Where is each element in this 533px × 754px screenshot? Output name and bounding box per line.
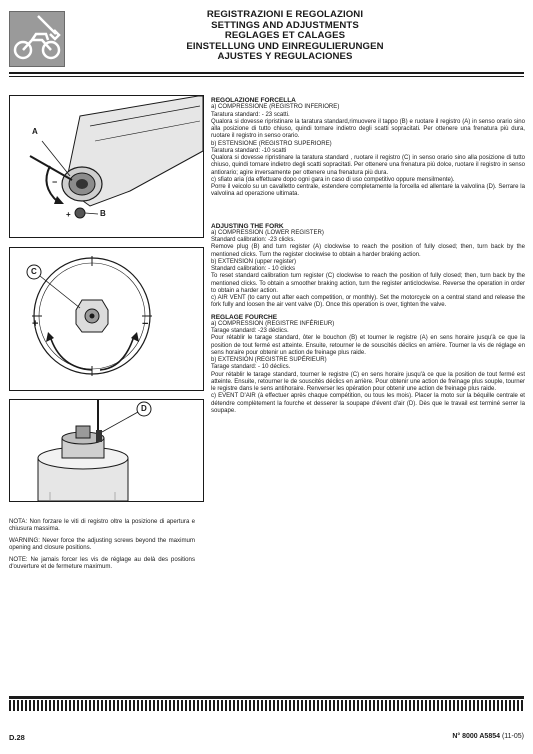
- line-it: Porre il veicolo su un cavalletto centrale, estendere completamente la forcella ed allentare la valvolina (D). Serrare la valvolina ad operazione ultimata.: [211, 184, 525, 198]
- line-fr: a) COMPRESSION (REGISTRE INFÉRIEUR): [211, 320, 335, 327]
- label-plus: +: [32, 318, 39, 330]
- figure-compression-register: [9, 95, 204, 238]
- title-fr: REGLAGES ET CALAGES: [224, 30, 346, 42]
- notes-block: [9, 518, 195, 574]
- figure-extension-register: [9, 247, 204, 391]
- note-it: NOTA: Non forzare le viti di registro oltre la posizione di apertura e chiusura massima.: [9, 518, 195, 533]
- footer-rule: [9, 696, 524, 699]
- section-en: [211, 223, 525, 310]
- document-date: (11-05): [501, 733, 524, 740]
- line-it: Taratura standard: -10 scatti: [211, 147, 287, 154]
- title-en: SETTINGS AND ADJUSTMENTS: [211, 19, 359, 31]
- line-it: Qualora si dovesse ripristinare la taratura standard , ruotare il registro (C) in senso orario sino alla posizione di tutto chiuso, quindi tornare indietro degli scatti sopracitati. Per ottenere una frenatura più dolce, ruotare il registro in senso antiorario; agire inversamente per ottenere una frenatura più dura.: [211, 155, 525, 176]
- line-en: c) AIR VENT (to carry out after each competition, or monthly). Set the motorcycle on a central stand and release the fork fully and loosen the air vent valve (D). Once this operation is over, tighten the valve.: [211, 295, 525, 309]
- label-minus: −: [142, 318, 149, 330]
- header-titles: [140, 10, 430, 63]
- footer-hatched-bar: [9, 700, 524, 711]
- note-fr: NOTE: Ne jamais forcer les vis de réglage au delà des positions d'ouverture et de fermeture maximum.: [9, 555, 195, 571]
- label-c: C: [31, 267, 37, 276]
- label-d: D: [141, 404, 147, 413]
- instructions-column: [211, 97, 525, 419]
- header-rule: [9, 72, 524, 78]
- line-fr: Tarage standard: - 10 déclics.: [211, 364, 291, 371]
- svg-text:+: +: [66, 210, 71, 219]
- label-b: B: [100, 209, 106, 218]
- line-it: b) ESTENSIONE (REGISTRO SUPERIORE): [211, 140, 332, 147]
- line-it: Qualora si dovesse ripristinare la taratura standard,rimuovere il tappo (B) e ruotare il registro (A) in senso orario sino alla posizione di tutto chiuso, quindi tornare indietro degli scatti sopracitati. Per ottenere una frenatura più dura, ruotare il registro in senso orario.: [211, 118, 525, 140]
- section-title-en: ADJUSTING THE FORK: [211, 222, 284, 230]
- line-it: a) COMPRESSIONE (REGISTRO INFERIORE): [211, 104, 340, 111]
- line-it: c) sfiato aria (da effettuare dopo ogni gara in caso di uso competitivo oppure mensilmente).: [211, 176, 455, 183]
- line-fr: b) EXTENSION (REGISTRE SUPÉRIEUR): [211, 357, 327, 363]
- figure-air-vent: [9, 399, 204, 502]
- svg-text:−: −: [52, 177, 58, 187]
- line-en: Standard calibration: - 10 clicks: [211, 266, 296, 272]
- line-fr: Pour rétablir le tarage standard, ôter le bouchon (B) et tourner le registre (A) en sens horaire jusqu'à ce que la position de tout fermé est atteinte. Ensuite, retourner le de souscités déclics en arrière. Tourner la vis de réglage en sens horaire pour obtenir un action de freinage plus raide.: [211, 335, 525, 356]
- title-it: REGISTRAZIONI E REGOLAZIONI: [206, 9, 364, 20]
- section-fr: [211, 314, 525, 416]
- label-a: A: [32, 127, 38, 136]
- line-en: To reset standard calibration turn register (C) clockwise to reach the position of fully closed; then, turn back by the mentioned clicks. To obtain a smoother braking action, turn the register anticlockwise. Reverse the operation in order to obtain a harder action.: [211, 273, 525, 294]
- note-en: WARNING: Never force the adjusting screws beyond the maximum opening and closure positions.: [9, 536, 195, 552]
- title-de: EINSTELLUNG UND EINREGULIERUNGEN: [186, 40, 384, 52]
- document-number: [452, 733, 524, 740]
- section-title-it: REGOLAZIONE FORCELLA: [211, 97, 296, 104]
- line-fr: Pour rétablir le tarage standard, tourner le registre (C) en sens horaire jusqu'à ce que la position de tout fermé est atteinte. Ensuite, retourner le de souscités déclics en arrière. Pour obtenir une action de freinage plus souple, tourner le registre dans le sens antihoraire. Renverser les opération pour obtenir une action de freinage plus raide.: [211, 371, 525, 392]
- page-number: D.28: [9, 733, 25, 742]
- section-title-fr: REGLAGE FOURCHE: [211, 313, 278, 321]
- line-it: Taratura standard: - 23 scatti.: [211, 111, 290, 118]
- section-it: [211, 97, 525, 199]
- motorcycle-wrench-icon: [9, 11, 65, 67]
- line-fr: Tarage standard: -23 déclics.: [211, 328, 289, 334]
- line-en: Remove plug (B) and turn register (A) clockwise to reach the position of fully closed; then, turn back by the mentioned clicks. Turn the register clockwise to obtain a harder braking action.: [211, 244, 525, 258]
- document-code: N° 8000 A5854: [452, 733, 500, 740]
- title-es: AJUSTES Y REGULACIONES: [217, 51, 353, 63]
- line-en: b) EXTENSION (upper register): [211, 258, 297, 265]
- line-en: Standard calibration: -23 clicks.: [211, 237, 296, 243]
- line-en: a) COMPRESSION (LOWER REGISTER): [211, 229, 324, 236]
- line-fr: c) EVENT D'AIR (à effectuer après chaque compétition, ou tous les mois). Placer la moto sur la béquille centrale et détendre complètement la fourche et desserer la soupape d'évent d'air (D). Dès que le travail est terminé serrer la soupape.: [211, 393, 525, 414]
